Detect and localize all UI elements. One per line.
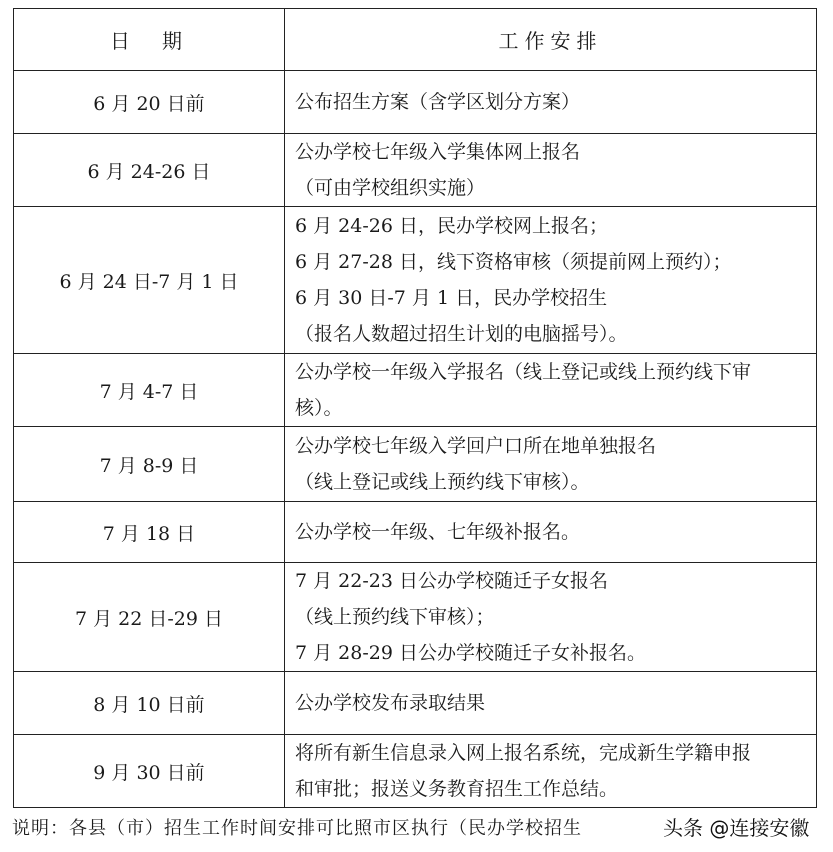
- table-row: [14, 207, 817, 354]
- watermark: 头条 @连接安徽: [663, 812, 809, 841]
- row-date: 9 月 30 日前: [14, 735, 285, 808]
- row-work: [285, 354, 817, 427]
- row-work: [285, 502, 817, 563]
- row-date: 6 月 20 日前: [14, 71, 285, 134]
- table-row: [14, 735, 817, 808]
- table-row: [14, 134, 817, 207]
- work-line: 公办学校七年级入学回户口所在地单独报名: [295, 435, 657, 457]
- row-work: [285, 134, 817, 207]
- work-line: （报名人数超过招生计划的电脑摇号）。: [295, 323, 628, 345]
- work-line: 公办学校七年级入学集体网上报名: [295, 141, 581, 163]
- row-date: 6 月 24 日-7 月 1 日: [14, 207, 285, 354]
- row-work: [285, 71, 817, 134]
- work-line: 公办学校发布录取结果: [295, 692, 486, 714]
- row-work: [285, 735, 817, 808]
- row-date: 7 月 4-7 日: [14, 354, 285, 427]
- work-line: 6 月 27-28 日，线下资格审核（须提前网上预约）；: [295, 251, 732, 273]
- row-date: 6 月 24-26 日: [14, 134, 285, 207]
- header-date: 日 期: [14, 9, 285, 71]
- header-work: 工作安排: [285, 9, 817, 71]
- table-row: [14, 354, 817, 427]
- work-line: 6 月 30 日-7 月 1 日，民办学校招生: [295, 287, 608, 309]
- work-line: 和审批；报送义务教育招生工作总结。: [295, 778, 619, 800]
- table-row: [14, 672, 817, 735]
- work-line: （可由学校组织实施）: [295, 177, 486, 199]
- table-row: [14, 563, 817, 672]
- work-line: 公办学校一年级、七年级补报名。: [295, 521, 581, 543]
- work-line: 7 月 22-23 日公办学校随迁子女报名: [295, 570, 608, 592]
- work-line: 公布招生方案（含学区划分方案）: [295, 91, 581, 113]
- row-date: 8 月 10 日前: [14, 672, 285, 735]
- row-date: 7 月 8-9 日: [14, 427, 285, 502]
- table-row: [14, 427, 817, 502]
- work-line: 将所有新生信息录入网上报名系统，完成新生学籍申报: [295, 742, 752, 764]
- table-row: [14, 502, 817, 563]
- work-line: 7 月 28-29 日公办学校随迁子女补报名。: [295, 642, 646, 664]
- row-date: 7 月 18 日: [14, 502, 285, 563]
- work-line: （线上预约线下审核）；: [295, 606, 495, 628]
- schedule-table: [13, 8, 817, 808]
- work-line: 核）。: [295, 397, 343, 419]
- table-row: [14, 71, 817, 134]
- work-line: 6 月 24-26 日，民办学校网上报名；: [295, 215, 608, 237]
- row-date: 7 月 22 日-29 日: [14, 563, 285, 672]
- row-work: [285, 207, 817, 354]
- row-work: [285, 563, 817, 672]
- work-line: 公办学校一年级入学报名（线上登记或线上预约线下审: [295, 361, 752, 383]
- footnote: 说明：各县（市）招生工作时间安排可比照市区执行（民办学校招生: [12, 818, 582, 839]
- row-work: [285, 672, 817, 735]
- row-work: [285, 427, 817, 502]
- table-header-row: [14, 9, 817, 71]
- work-line: （线上登记或线上预约线下审核）。: [295, 471, 590, 493]
